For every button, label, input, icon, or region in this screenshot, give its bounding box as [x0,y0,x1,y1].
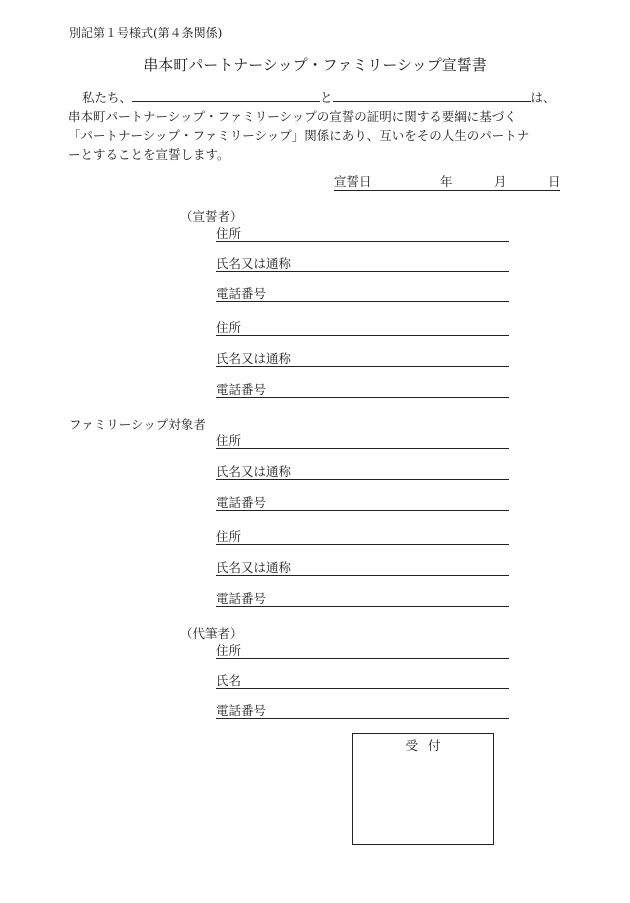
date-day: 日 [548,174,561,189]
document-title: 串本町パートナーシップ・ファミリーシップ宣誓書 [143,56,487,74]
declarant-2-name-field[interactable] [216,349,509,367]
family-1-address-field[interactable] [216,431,509,449]
proxy-phone-field[interactable] [216,701,509,719]
family-1-name-field[interactable] [216,462,509,480]
date-month: 月 [494,174,507,189]
declarant-1-phone-field[interactable] [216,284,509,302]
proxy-label: （代筆者） [180,626,243,641]
field-label: 住所 [216,226,242,241]
declarant-2-address-field[interactable] [216,318,509,336]
declarant-1-name-field[interactable] [216,254,509,272]
receipt-stamp-box [352,733,494,845]
field-label: 住所 [216,320,242,335]
receipt-label: 受付 [405,738,451,753]
family-label: ファミリーシップ対象者 [69,417,206,432]
family-2-name-field[interactable] [216,558,509,576]
family-2-address-field[interactable] [216,527,509,545]
pledge-and: と [320,90,333,105]
partner-2-name-blank[interactable] [333,87,531,102]
pledge-line-3: 「パートナーシップ・ファミリーシップ」関係にあり、互いをその人生のパートナ [68,128,530,143]
partner-1-name-blank[interactable] [132,87,320,102]
field-label: 電話番号 [216,495,267,510]
date-year: 年 [440,174,453,189]
field-label: 氏名又は通称 [216,464,292,479]
pledge-statement [68,87,562,164]
field-label: 住所 [216,433,242,448]
pledge-line-4: ーとすることを宣誓します。 [68,147,230,162]
field-label: 電話番号 [216,591,267,606]
field-label: 電話番号 [216,703,267,718]
declarant-2-phone-field[interactable] [216,380,509,398]
field-label: 氏名又は通称 [216,351,292,366]
field-label: 氏名又は通称 [216,256,292,271]
field-label: 電話番号 [216,382,267,397]
declarants-label: （宣誓者） [180,209,243,224]
pledge-prefix: 私たち、 [82,90,133,105]
pledge-line-1 [68,87,562,107]
field-label: 電話番号 [216,286,267,301]
pledge-date-field[interactable] [334,172,560,191]
pledge-line-2: 串本町パートナーシップ・ファミリーシップの宣誓の証明に関する要綱に基づく [68,109,517,124]
field-label: 氏名 [216,673,242,688]
pledge-wa: は、 [530,90,556,105]
declarant-1-address-field[interactable] [216,224,509,242]
proxy-name-field[interactable] [216,671,509,689]
date-label: 宣誓日 [334,174,372,189]
family-1-phone-field[interactable] [216,493,509,511]
field-label: 住所 [216,529,242,544]
family-2-phone-field[interactable] [216,589,509,607]
proxy-address-field[interactable] [216,641,509,659]
field-label: 氏名又は通称 [216,560,292,575]
field-label: 住所 [216,643,242,658]
form-number: 別記第１号様式(第４条関係) [69,26,223,40]
